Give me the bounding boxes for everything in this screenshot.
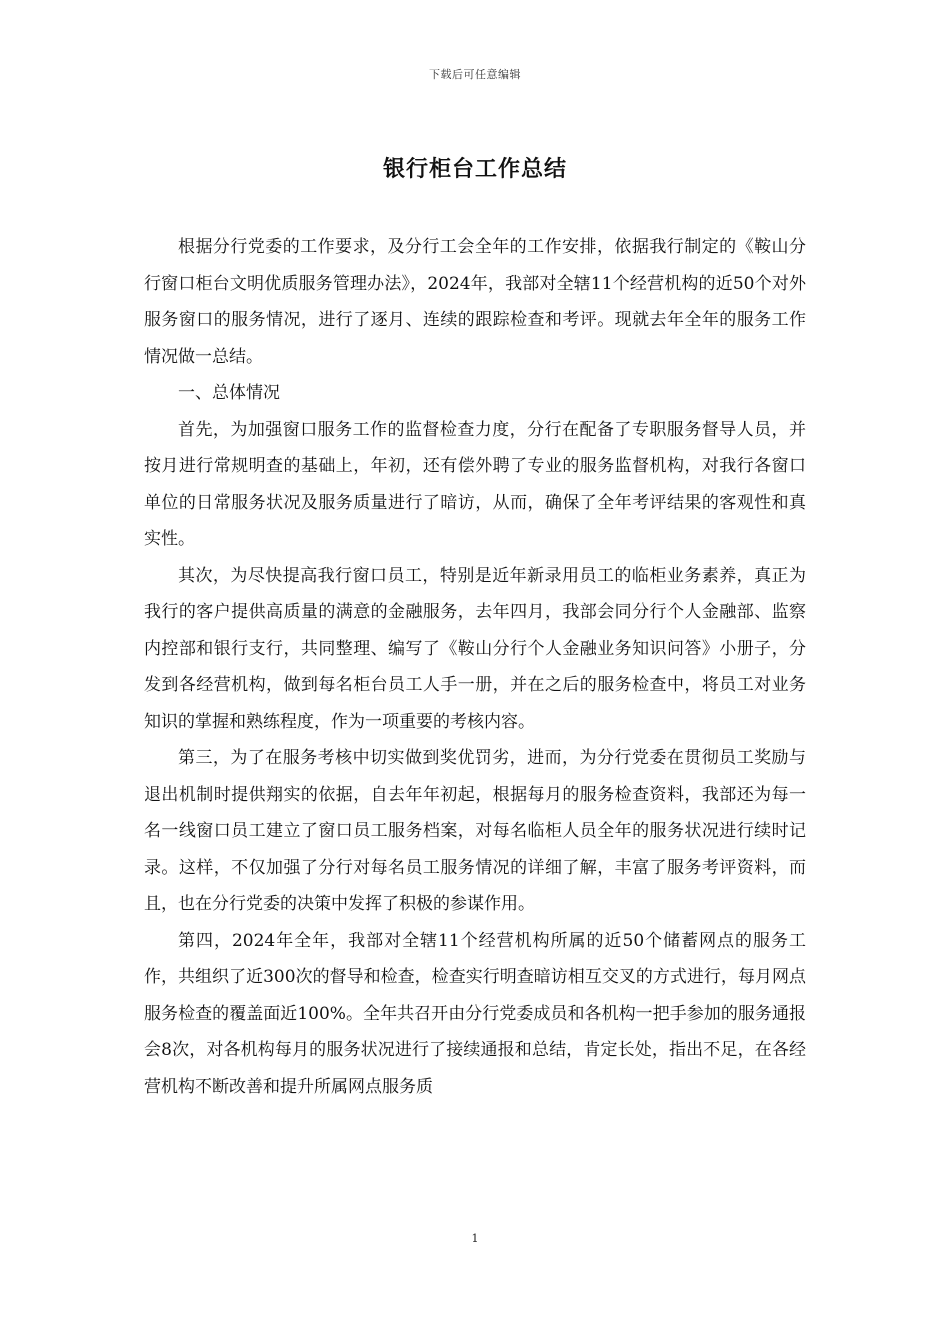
document-body xyxy=(144,229,806,1105)
paragraph-second: 其次，为尽快提高我行窗口员工，特别是近年新录用员工的临柜业务素养，真正为我行的客户提供高质量的满意的金融服务，去年四月，我部会同分行个人金融部、监察内控部和银行支行，共同整理、编写了《鞍山分行个人金融业务知识问答》小册子，分发到各经营机构，做到每名柜台员工人手一册，并在之后的服务检查中，将员工对业务知识的掌握和熟练程度，作为一项重要的考核内容。 xyxy=(144,565,806,732)
document-title: 银行柜台工作总结 xyxy=(382,156,567,182)
paragraph-fourth: 第四，2024年全年，我部对全辖11个经营机构所属的近50个储蓄网点的服务工作，共组织了近300次的督导和检查，检查实行明查暗访相互交叉的方式进行，每月网点服务检查的覆盖面近100%。全年共召开由分行党委成员和各机构一把手参加的服务通报会8次，对各机构每月的服务状况进行了接续通报和总结，肯定长处，指出不足，在各经营机构不断改善和提升所属网点服务质 xyxy=(144,930,806,1097)
header-note: 下载后可任意编辑 xyxy=(429,68,521,81)
paragraph-first: 首先，为加强窗口服务工作的监督检查力度，分行在配备了专职服务督导人员，并按月进行常规明查的基础上，年初，还有偿外聘了专业的服务监督机构，对我行各窗口单位的日常服务状况及服务质量进行了暗访，从而，确保了全年考评结果的客观性和真实性。 xyxy=(144,419,806,549)
section-heading-overview: 一、总体情况 xyxy=(178,383,280,403)
page-number: 1 xyxy=(471,1232,479,1245)
paragraph-intro: 根据分行党委的工作要求，及分行工会全年的工作安排，依据我行制定的《鞍山分行窗口柜台文明优质服务管理办法》，2024年，我部对全辖11个经营机构的近50个对外服务窗口的服务情况，进行了逐月、连续的跟踪检查和考评。现就去年全年的服务工作情况做一总结。 xyxy=(144,237,806,367)
paragraph-third: 第三，为了在服务考核中切实做到奖优罚劣，进而，为分行党委在贯彻员工奖励与退出机制时提供翔实的依据，自去年年初起，根据每月的服务检查资料，我部还为每一名一线窗口员工建立了窗口员工服务档案，对每名临柜人员全年的服务状况进行续时记录。这样，不仅加强了分行对每名员工服务情况的详细了解，丰富了服务考评资料，而且，也在分行党委的决策中发挥了积极的参谋作用。 xyxy=(144,748,806,914)
